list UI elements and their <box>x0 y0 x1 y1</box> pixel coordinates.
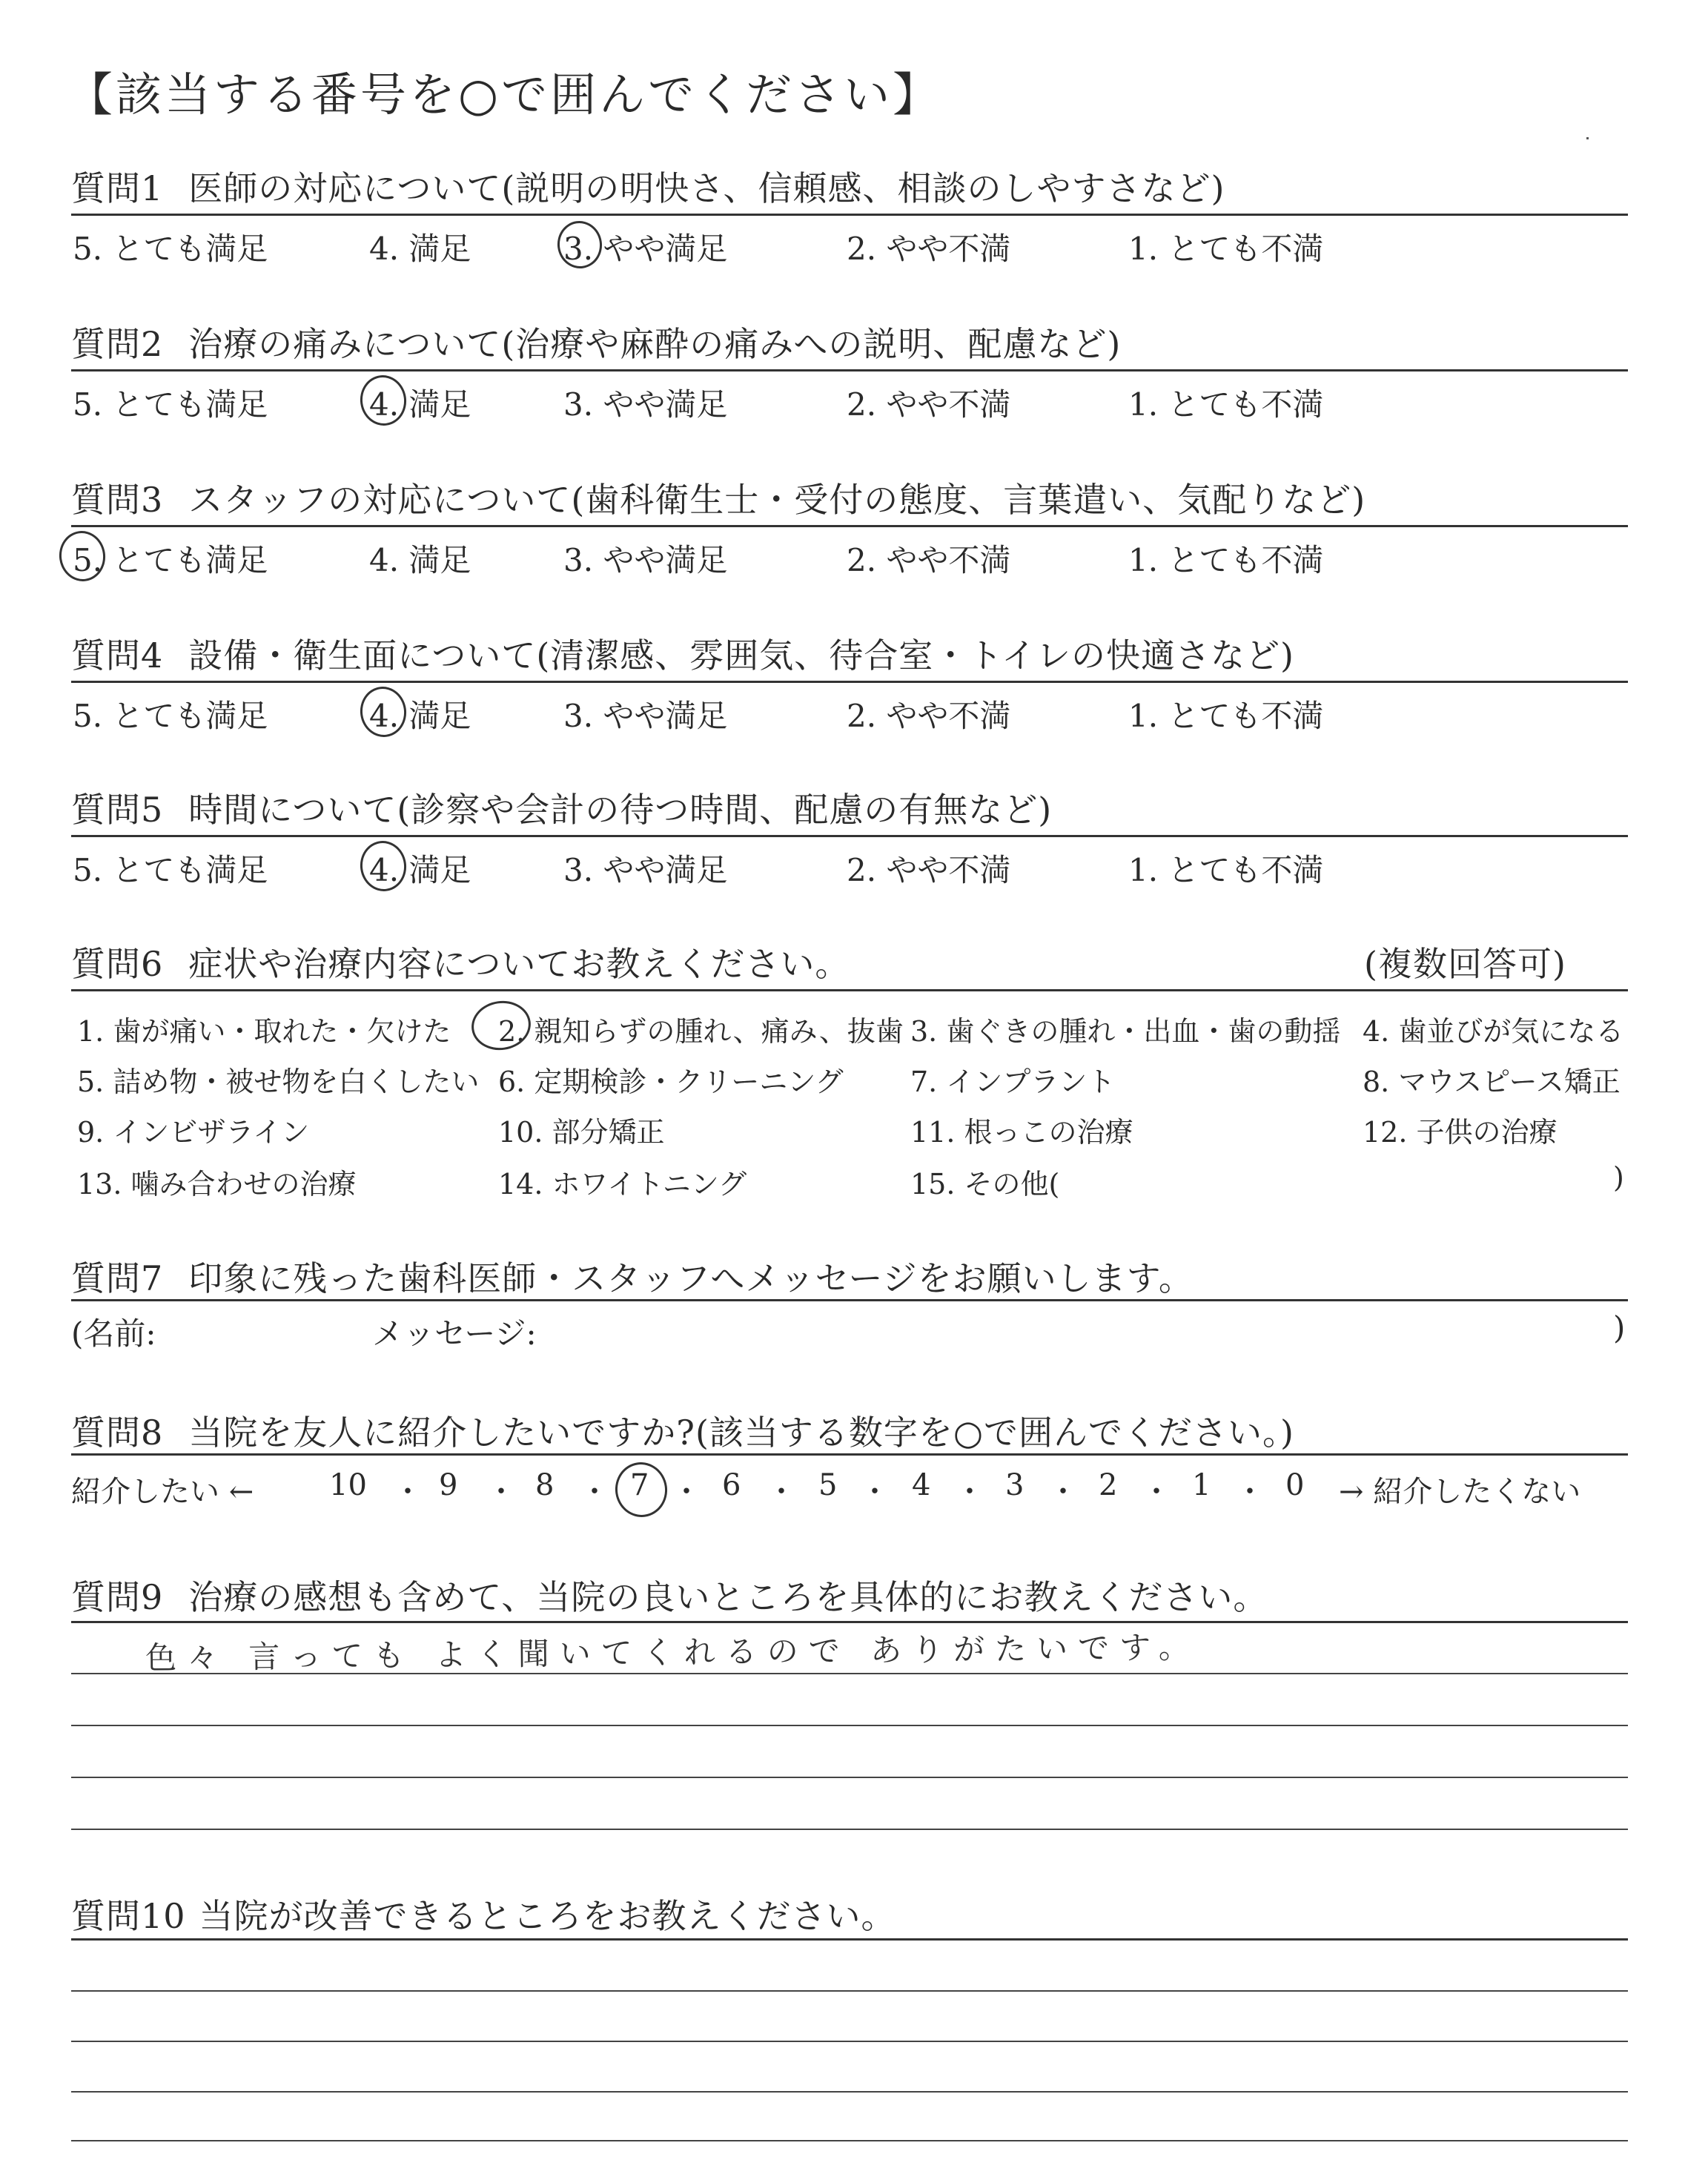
symptom-item-3[interactable]: 3. 歯ぐきの腫れ・出血・歯の動揺 <box>910 1015 1341 1048</box>
question-number: 質問8 <box>71 1413 164 1453</box>
scale-number-9[interactable]: 9 <box>439 1468 458 1502</box>
scan-speck <box>1586 137 1589 139</box>
question-text: 当院を友人に紹介したいですか?(該当する数字を○で囲んでください。) <box>188 1413 1294 1453</box>
symptom-item-10[interactable]: 10. 部分矯正 <box>498 1116 665 1149</box>
question-number: 質問9 <box>71 1577 164 1617</box>
scale-sep: ・ <box>486 1475 516 1509</box>
question-text: スタッフの対応について(歯科衛生士・受付の態度、言葉遣い、気配りなど) <box>188 480 1366 520</box>
option-4[interactable]: 4. 満足 <box>369 231 471 267</box>
question-number: 質問5 <box>71 790 164 830</box>
option-1[interactable]: 1. とても不満 <box>1128 542 1324 578</box>
question-text: 時間について(診察や会計の待つ時間、配慮の有無など) <box>188 790 1053 830</box>
question-text: 印象に残った歯科医師・スタッフへメッセージをお願いします。 <box>188 1258 1194 1298</box>
answer-line <box>71 2140 1628 2141</box>
question-7-heading <box>71 1252 1194 1301</box>
symptom-item-5[interactable]: 5. 詰め物・被せ物を白くしたい <box>77 1066 480 1098</box>
name-label: (名前: <box>71 1315 156 1352</box>
scale-sep: ・ <box>955 1475 984 1509</box>
question-5-heading <box>71 783 1052 832</box>
page-title: 【該当する番号を○で囲んでください】 <box>67 67 942 122</box>
scale-number-4[interactable]: 4 <box>912 1468 931 1502</box>
question-2-rule <box>71 369 1628 371</box>
scale-number-0[interactable]: 0 <box>1285 1468 1305 1502</box>
message-label: メッセージ: <box>372 1315 537 1352</box>
option-2[interactable]: 2. やや不満 <box>847 542 1011 578</box>
symptom-item-13[interactable]: 13. 噛み合わせの治療 <box>77 1168 357 1200</box>
question-3-heading <box>71 473 1366 522</box>
question-text: 医師の対応について(説明の明快さ、信頼感、相談のしやすさなど) <box>188 168 1225 208</box>
question-number: 質問10 <box>71 1896 186 1936</box>
question-text: 症状や治療内容についてお教えください。 <box>188 944 850 984</box>
answer-line <box>71 1938 1628 1941</box>
option-2[interactable]: 2. やや不満 <box>847 231 1011 267</box>
symptom-item-2[interactable]: 2. 親知らずの腫れ、痛み、抜歯 <box>498 1015 904 1048</box>
question-number: 質問6 <box>71 944 164 984</box>
option-1[interactable]: 1. とても不満 <box>1128 386 1324 423</box>
scale-number-5[interactable]: 5 <box>818 1468 838 1502</box>
question-text: 治療の感想も含めて、当院の良いところを具体的にお教えください。 <box>188 1577 1268 1617</box>
scale-sep: ・ <box>860 1475 890 1509</box>
scale-number-1[interactable]: 1 <box>1192 1468 1211 1502</box>
symptom-item-4[interactable]: 4. 歯並びが気になる <box>1363 1015 1624 1048</box>
scale-sep: ・ <box>393 1475 423 1509</box>
option-2[interactable]: 2. やや不満 <box>847 852 1011 888</box>
question-4-heading <box>71 629 1294 678</box>
symptom-item-8[interactable]: 8. マウスピース矯正 <box>1363 1066 1621 1098</box>
answer-line <box>71 1777 1628 1778</box>
scale-number-10[interactable]: 10 <box>329 1468 367 1502</box>
scale-left-label: 紹介したい ← <box>71 1475 254 1509</box>
scale-number-7[interactable]: 7 <box>630 1468 649 1502</box>
option-2[interactable]: 2. やや不満 <box>847 386 1011 423</box>
answer-line <box>71 1725 1628 1726</box>
option-1[interactable]: 1. とても不満 <box>1128 698 1324 734</box>
question-4-rule <box>71 681 1628 683</box>
option-5[interactable]: 5. とても満足 <box>73 542 268 578</box>
scale-number-3[interactable]: 3 <box>1005 1468 1025 1502</box>
question-number: 質問2 <box>71 324 164 364</box>
selection-circle <box>612 1459 671 1520</box>
scale-number-6[interactable]: 6 <box>722 1468 741 1502</box>
symptom-item-14[interactable]: 14. ホワイトニング <box>498 1168 747 1200</box>
scale-sep: ・ <box>1142 1475 1171 1509</box>
other-close-paren: ) <box>1613 1161 1624 1194</box>
answer-line <box>71 2041 1628 2042</box>
option-5[interactable]: 5. とても満足 <box>73 386 268 423</box>
question-6-heading <box>71 937 850 986</box>
option-3[interactable]: 3. やや満足 <box>563 542 728 578</box>
option-4[interactable]: 4. 満足 <box>369 852 471 888</box>
option-1[interactable]: 1. とても不満 <box>1128 231 1324 267</box>
symptom-item-11[interactable]: 11. 根っこの治療 <box>910 1116 1133 1149</box>
symptom-item-15[interactable]: 15. その他( <box>910 1168 1060 1200</box>
symptom-item-6[interactable]: 6. 定期検診・クリーニング <box>498 1066 844 1098</box>
option-3[interactable]: 3. やや満足 <box>563 231 728 267</box>
question-5-rule <box>71 835 1628 837</box>
option-3[interactable]: 3. やや満足 <box>563 852 728 888</box>
question-10-heading <box>71 1889 896 1938</box>
question-1-rule <box>71 214 1628 216</box>
question-9-heading <box>71 1571 1268 1619</box>
multiple-answer-note: (複数回答可) <box>1364 944 1566 984</box>
question-3-rule <box>71 525 1628 527</box>
handwritten-answer[interactable]: 色々 言っても よく聞いてくれるので ありがたいです。 <box>145 1628 1200 1677</box>
scale-number-8[interactable]: 8 <box>535 1468 555 1502</box>
question-6-rule <box>71 989 1628 991</box>
scale-sep: ・ <box>580 1475 609 1509</box>
option-4[interactable]: 4. 満足 <box>369 386 471 423</box>
answer-line <box>71 1673 1628 1674</box>
scale-sep: ・ <box>672 1475 701 1509</box>
question-7-rule <box>71 1299 1628 1301</box>
scale-sep: ・ <box>1048 1475 1078 1509</box>
question-1-heading <box>71 162 1225 211</box>
symptom-item-1[interactable]: 1. 歯が痛い・取れた・欠けた <box>77 1015 451 1048</box>
option-5[interactable]: 5. とても満足 <box>73 231 268 267</box>
symptom-item-7[interactable]: 7. インプラント <box>910 1066 1116 1098</box>
scale-right-label: → 紹介したくない <box>1339 1475 1581 1509</box>
answer-line <box>71 1990 1628 1992</box>
option-4[interactable]: 4. 満足 <box>369 698 471 734</box>
symptom-item-9[interactable]: 9. インビザライン <box>77 1116 310 1149</box>
question-number: 質問4 <box>71 635 164 676</box>
option-5[interactable]: 5. とても満足 <box>73 852 268 888</box>
scale-sep: ・ <box>1235 1475 1265 1509</box>
option-2[interactable]: 2. やや不満 <box>847 698 1011 734</box>
question-text: 当院が改善できるところをお教えください。 <box>199 1896 896 1936</box>
question-2-heading <box>71 317 1121 366</box>
symptom-item-12[interactable]: 12. 子供の治療 <box>1363 1116 1558 1149</box>
question-number: 質問7 <box>71 1258 164 1298</box>
option-3[interactable]: 3. やや満足 <box>563 698 728 734</box>
question-text: 設備・衛生面について(清潔感、雰囲気、待合室・トイレの快適さなど) <box>188 635 1294 676</box>
message-close-paren: ) <box>1613 1309 1626 1346</box>
option-4[interactable]: 4. 満足 <box>369 542 471 578</box>
answer-line <box>71 2091 1628 2093</box>
question-number: 質問1 <box>71 168 164 208</box>
question-8-heading <box>71 1406 1294 1455</box>
answer-line <box>71 1829 1628 1830</box>
question-8-rule <box>71 1453 1628 1456</box>
answer-line <box>71 1621 1628 1623</box>
question-number: 質問3 <box>71 480 164 520</box>
scale-number-2[interactable]: 2 <box>1099 1468 1118 1502</box>
question-text: 治療の痛みについて(治療や麻酔の痛みへの説明、配慮など) <box>188 324 1122 364</box>
option-3[interactable]: 3. やや満足 <box>563 386 728 423</box>
scale-sep: ・ <box>767 1475 796 1509</box>
option-5[interactable]: 5. とても満足 <box>73 698 268 734</box>
option-1[interactable]: 1. とても不満 <box>1128 852 1324 888</box>
